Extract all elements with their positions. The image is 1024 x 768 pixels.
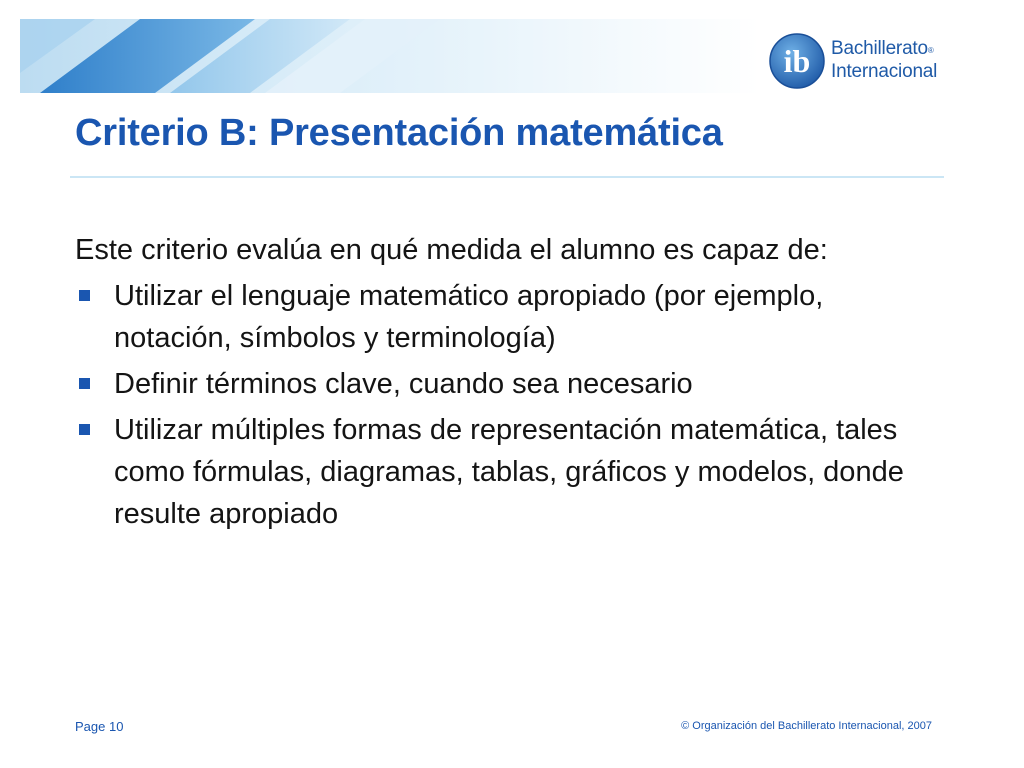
title-divider [70, 176, 944, 178]
ib-logo [768, 32, 958, 90]
logo-line-2: Internacional [831, 61, 938, 82]
square-bullet-icon [79, 378, 90, 389]
bullet-text: Utilizar el lenguaje matemático apropiado (por ejemplo, notación, símbolos y terminología) [114, 280, 824, 354]
registered-mark: ® [927, 46, 934, 55]
page-number: Page 10 [75, 719, 124, 734]
copyright-notice: © Organización del Bachillerato Internacional, 2007 [681, 720, 932, 732]
bullet-item [75, 409, 924, 535]
slide-body [75, 229, 935, 539]
bullet-list [75, 275, 935, 535]
bullet-text: Definir términos clave, cuando sea necesario [114, 368, 693, 400]
bullet-item [75, 275, 924, 359]
square-bullet-icon [79, 290, 90, 301]
ib-logo-mark-text: ib [783, 43, 811, 79]
square-bullet-icon [79, 424, 90, 435]
slide-title: Criterio B: Presentación matemática [75, 112, 723, 154]
intro-text: Este criterio evalúa en qué medida el alumno es capaz de: [75, 234, 828, 266]
bullet-item [75, 363, 924, 405]
logo-line-1: Bachillerato [831, 38, 928, 59]
ib-logo-wordmark [831, 37, 937, 83]
bullet-text: Utilizar múltiples formas de representación matemática, tales como fórmulas, diagramas, tablas, gráficos y modelos, donde resulte apropiado [114, 414, 904, 530]
ib-logo-mark-icon [768, 32, 826, 90]
header-band-graphic [20, 19, 760, 93]
